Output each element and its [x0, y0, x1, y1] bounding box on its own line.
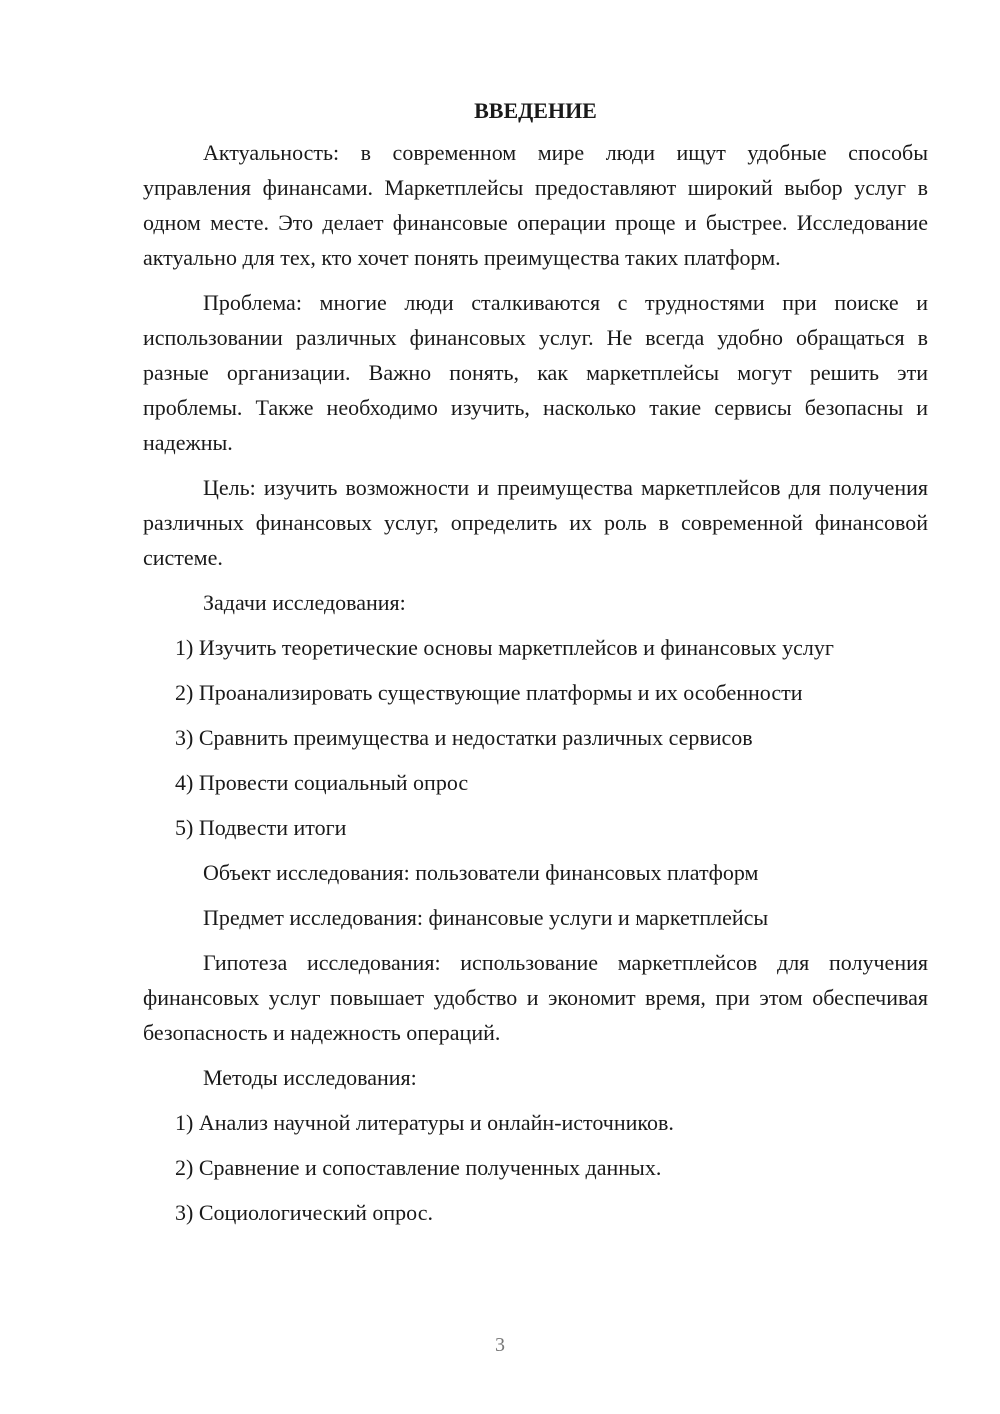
relevance-paragraph: Актуальность: в современном мире люди ищут удобные способы управления финансами. Маркетплейсы предоставляют широкий выбор услуг в одном месте. Это делает финансовые операции проще и быстрее. Исследование актуально для тех, кто хочет понять преимущества таких платформ.: [143, 140, 928, 270]
hypothesis-paragraph: Гипотеза исследования: использование маркетплейсов для получения финансовых услуг повышает удобство и экономит время, при этом обеспечивая безопасность и надежность операций.: [143, 950, 928, 1045]
task-item: 5) Подвести итоги: [175, 815, 347, 840]
problem-paragraph: Проблема: многие люди сталкиваются с трудностями при поиске и использовании различных финансовых услуг. Не всегда удобно обращаться в разные организации. Важно понять, как маркетплейсы могут решить эти проблемы. Также необходимо изучить, насколько такие сервисы безопасны и надежны.: [143, 290, 928, 455]
method-item: 1) Анализ научной литературы и онлайн-источников.: [175, 1110, 674, 1135]
research-subject: Предмет исследования: финансовые услуги и маркетплейсы: [203, 905, 769, 930]
goal-paragraph: Цель: изучить возможности и преимущества маркетплейсов для получения различных финансовых услуг, определить их роль в современной финансовой системе.: [143, 475, 928, 570]
research-object: Объект исследования: пользователи финансовых платформ: [203, 860, 759, 885]
task-item: 2) Проанализировать существующие платформы и их особенности: [175, 680, 803, 705]
methods-heading: Методы исследования:: [203, 1065, 417, 1090]
task-item: 3) Сравнить преимущества и недостатки различных сервисов: [175, 725, 753, 750]
page-content: [143, 96, 928, 1240]
task-item: 4) Провести социальный опрос: [175, 770, 469, 795]
page-title: ВВЕДЕНИЕ: [474, 98, 597, 123]
task-item: 1) Изучить теоретические основы маркетплейсов и финансовых услуг: [175, 635, 834, 660]
page-number: 3: [495, 1334, 505, 1356]
method-item: 3) Социологический опрос.: [175, 1200, 433, 1225]
method-item: 2) Сравнение и сопоставление полученных данных.: [175, 1155, 662, 1180]
tasks-heading: Задачи исследования:: [203, 590, 406, 615]
